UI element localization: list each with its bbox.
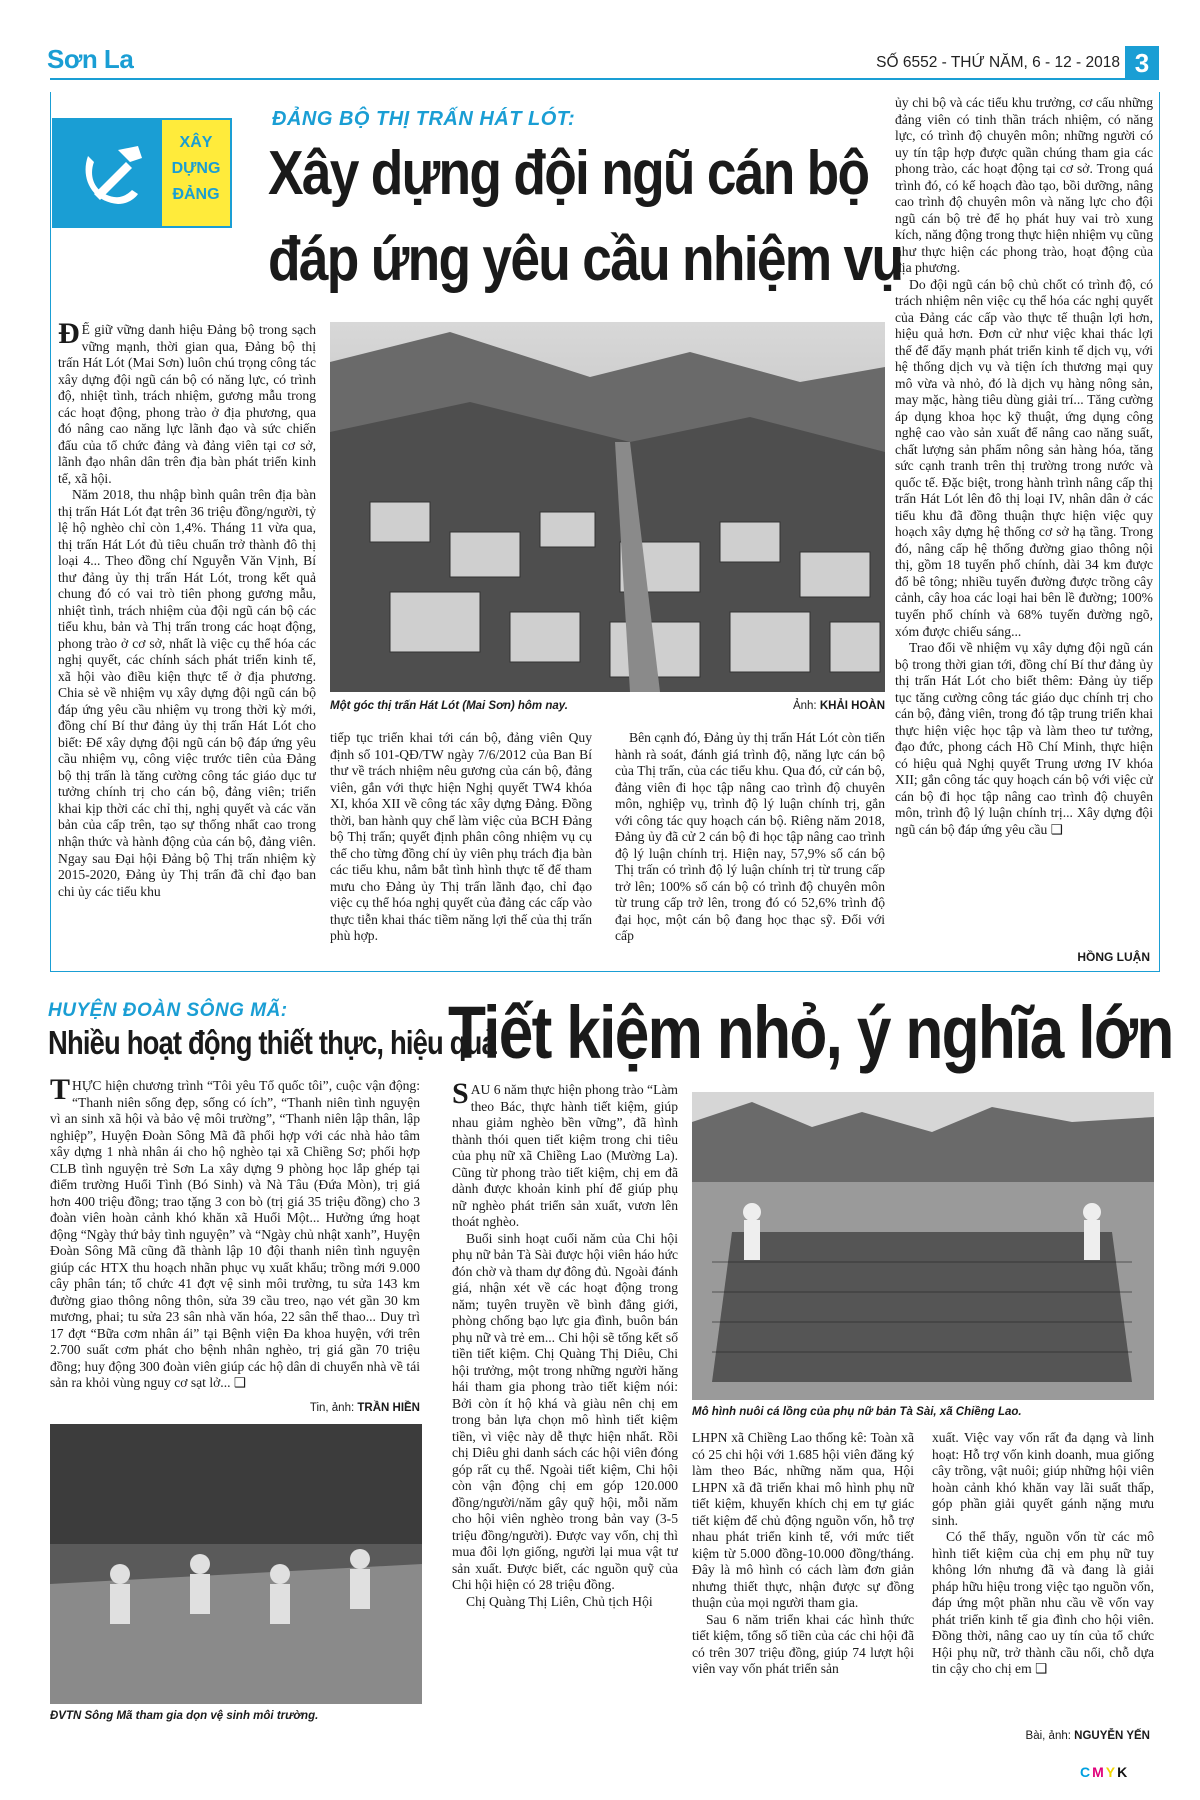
section-name: Sơn La	[47, 44, 134, 74]
badge-line-3: ĐẢNG	[172, 186, 220, 203]
article2-photo-youth	[50, 1424, 422, 1704]
article1-col4-p1: ủy chi bộ và các tiểu khu trưởng, cơ cấu những đảng viên có tinh thần trách nhiệm, có năng lực, có trình độ chuyên môn; những người có uy tín tập hợp được quần chúng tham gia các phong trào, các hoạt động tại cơ sở. Trong quá trình đó, có kế hoạch đào tạo, bồi dưỡng, nâng cao trình độ chuyên môn và năng lực cho đội ngũ cán bộ trẻ để họ phát huy vai trò xung kích, năng động trong thực hiện nhiệm vụ cũng như thực hiện các phong trào, hoạt động của địa phương.	[895, 95, 1153, 276]
article1-photo-credit-label: Ảnh:	[792, 700, 817, 712]
article1-end-mark: ❑	[1050, 821, 1063, 837]
article1-col2-text: tiếp tục triển khai tới cán bộ, đảng viên Quy định số 101-QĐ/TW ngày 7/6/2012 của Ban Bí thư về trách nhiệm nêu gương của cán bộ, đảng viên, gắn với thực hiện Nghị quyết TW4 khóa XI, khóa XII về công tác xây dựng Đảng. Đồng thời, ban hành quy chế làm việc của BCH Đảng bộ Thị trấn; quyết định phân công nhiệm vụ cụ thể cho từng đồng chí ủy viên phụ trách địa bàn các tiểu khu, nắm bắt tình hình thực tế để tham mưu cho Đảng ủy Thị trấn lãnh đạo, chỉ đạo việc cụ thể hóa nghị quyết của đảng các cấp vào thực tiễn khai thác tiềm năng lợi thế của thị trấn phù hợp.	[330, 730, 592, 944]
article3-photo-caption: Mô hình nuôi cá lồng của phụ nữ bản Tà Sài, xã Chiềng Lao.	[692, 1406, 1022, 1418]
header-rule	[50, 78, 1150, 80]
article3-credit-name: NGUYỄN YẾN	[1074, 1730, 1150, 1742]
article1-col4	[895, 95, 1153, 955]
article1-paragraph-1: Ể giữ vững danh hiệu Đảng bộ trong sạch vững mạnh, thời gian qua, Đảng bộ thị trấn Hát Lót (Mai Sơn) luôn chú trọng công tác xây dựng đội ngũ cán bộ có năng lực, có trình độ, nhiệt tình, trách nhiệm, gương mẫu trong các hoạt động, phong trào ở địa phương, qua đó nâng cao năng lực lãnh đạo và sức chiến đấu của tổ chức đảng và đảng viên tại cơ sở, lãnh đạo nhân dân trên địa bàn phát triển kinh tế, xã hội.	[58, 322, 316, 486]
article1-dropcap: Đ	[58, 322, 80, 350]
article2-body-text: HỰC hiện chương trình “Tôi yêu Tổ quốc tôi”, cuộc vận động: “Thanh niên sống đẹp, sống có ích”, “Thanh niên tình nguyện vì an sinh xã hội và bảo vệ môi trường”, “Thanh niên lập thân, lập nghiệp”, Huyện Đoàn Sông Mã đã phối hợp với các nhà hảo tâm xây dựng 1 nhà nhân ái cho hộ nghèo tại xã Chiềng Sơ; phối hợp CLB tình nguyện trẻ Sơn La xây dựng 9 phòng học lắp ghép tại điểm trường Huổi Tình (Bó Sinh) và Nà Tâu (Đứa Mòn), trị giá hơn 400 triệu đồng; trao tặng 3 con bò (trị giá 35 triệu đồng) cho 3 đoàn viên hoàn cảnh khó khăn xã Huổi Một... Hưởng ứng hoạt động “Ngày thứ bảy tình nguyện” và “Ngày chủ nhật xanh”, Huyện Đoàn Sông Mã cũng đã thành lập 10 đội thanh niên tình nguyện giúp các HTX thu hoạch nhãn phục vụ xuất khẩu; trồng mới 9.000 cây phân tán; tổ chức 41 đợt vệ sinh môi trường, tu sửa 143 km đường giao thông nông thôn, sửa 39 cầu treo, nạo vét gần 30 km mương, phai; tu sửa 23 sân nhà văn hóa, 22 sân thể thao... Duy trì 17 đợt “Bữa cơm nhân ái” tại Bệnh viện Đa khoa huyện, với trên 2.700 suất cơm phát cho bệnh nhân nghèo, trị giá gần 70 triệu đồng; huy động 300 đoàn viên giúp các hộ dân di chuyển nhà về tái sản ra khỏi vùng nguy cơ sạt lở...	[50, 1078, 420, 1391]
article3-end-mark: ❑	[1035, 1661, 1048, 1677]
article2-body	[50, 1078, 420, 1398]
article3-credit	[980, 1730, 1150, 1742]
page-number-badge: 3	[1125, 46, 1159, 80]
article3-col3-p2	[932, 1529, 1154, 1678]
cmyk-marks	[1080, 1764, 1129, 1780]
badge-line-2: DỰNG	[171, 160, 221, 177]
article1-col4-p3-text: Trao đổi về nhiệm vụ xây dựng đội ngũ cán bộ trong thời gian tới, đồng chí Bí thư đảng ủy thị trấn Hát Lót cho biết thêm: Đảng ủy tiếp tục tăng cường công tác giáo dục chính trị cho cán bộ, đảng viên, trong đó tập trung triển khai thực hiện việc học tập và làm theo tư tưởng, đạo đức, phong cách Hồ Chí Minh, thực hiện có hiệu quả Nghị quyết Trung ương IV khóa XII; gắn công tác quy hoạch cán bộ với việc cử cán bộ đi học tập nâng cao trình độ chuyên môn, trình độ lý luận chính trị... Xây dựng đội ngũ cán bộ đáp ứng yêu cầu	[895, 640, 1153, 837]
article2-title: Nhiều hoạt động thiết thực, hiệu quả	[48, 1024, 496, 1061]
article1-col4-p2: Do đội ngũ cán bộ chủ chốt có trình độ, có trách nhiệm nên việc cụ thể hóa các nghị quyết của Đảng các cấp vào thực tế thuận lợi hơn, hiệu quả hơn. Đơn cử như việc khai thác lợi thế để đẩy mạnh phát triển kinh tế dịch vụ, với hệ thống dịch vụ và tiện ích thương mại quy mô vừa và nhỏ, đó là dịch vụ hàng nông sản, may mặc, hàng tiêu dùng giải trí... Tăng cường áp dụng khoa học kỹ thuật, ứng dụng công nghệ cao vào sản xuất để nâng cao năng suất, chất lượng sản phẩm nông sản hàng hóa, tăng sức cạnh tranh trên thị trường trong nước và quốc tế. Đặc biệt, trong hành trình nâng cấp thị trấn Hát Lót lên đô thị loại IV, nhân dân ở các tiểu khu đã đồng thuận thực hiện việc quy hoạch xây dựng hệ thống cơ sở hạ tầng. Trong đó, nâng cấp hệ thống đường giao thông nội thị, gồm 18 tuyến phố chính, dài 34 km được đổ bê tông; nhiều tuyến đường được trồng cây cảnh, cây hoa các loại hai bên lề đường; 100% tuyến phố chính và 68% tuyến đường ngõ, xóm được chiếu sáng...	[895, 276, 1153, 639]
article1-col1	[58, 322, 316, 962]
cmyk-c: C	[1080, 1764, 1093, 1780]
article3-col2-p1: LHPN xã Chiềng Lao thống kê: Toàn xã có 25 chi hội với 1.685 hội viên đăng ký làm theo Bác, những năm qua, Hội LHPN xã đã triển khai mô hình phụ nữ tiết kiệm, khuyến khích chị em tự giác tiết kiệm để chủ động nguồn vốn, hỗ trợ nhau phát triển kinh tế, với mức tiết kiệm từ 5.000 đồng-10.000 đồng/tháng. Đây là mô hình có cách làm đơn giản nhưng thiết thực, nhận được sự đồng thuận của mọi người tham gia.	[692, 1430, 914, 1611]
article2-dropcap: T	[50, 1078, 71, 1106]
article3-col3-p2-text: Có thể thấy, nguồn vốn từ các mô hình tiết kiệm của chị em phụ nữ tuy không lớn nhưng đã và đang là giải pháp hữu hiệu trong việc tạo nguồn vốn, đáp ứng một phần nhu cầu về vốn vay phát triển kinh tế gia đình cho hội viên. Đồng thời, nâng cao uy tín của tổ chức Hội phụ nữ, trở thành cầu nối, chỗ dựa tin cậy cho chị em	[932, 1529, 1154, 1677]
article2-credit	[230, 1402, 420, 1414]
article1-author: HỒNG LUẬN	[1077, 950, 1150, 964]
article2-photo-caption: ĐVTN Sông Mã tham gia dọn vệ sinh môi trường.	[50, 1710, 319, 1722]
article1-col3-text: Bên cạnh đó, Đảng ủy thị trấn Hát Lót còn tiến hành rà soát, đánh giá trình độ, năng lực cán bộ của Thị trấn, của các tiểu khu. Qua đó, cử cán bộ, đảng viên đi học tập nâng cao trình độ chuyên môn, nghiệp vụ, trình độ lý luận chính trị, gắn với công tác quy hoạch cán bộ. Riêng năm 2018, Đảng ủy đã cử 2 cán bộ đi học tập nâng cao trình độ lý luận chính trị. Hiện nay, 57,9% số cán bộ Thị trấn có trình độ lý luận chính trị từ trung cấp trở lên; 100% số cán bộ có trình độ chuyên môn từ trung cấp trở lên, trong đó có 52,6% trình độ đại học, một cán bộ đang học thạc sỹ. Đối với cấp	[615, 730, 885, 944]
badge-label-box	[162, 120, 230, 226]
cmyk-y: Y	[1105, 1764, 1118, 1780]
article3-col1	[452, 1082, 678, 1742]
article3-col1-p3: Chị Quàng Thị Liên, Chủ tịch Hội	[466, 1593, 653, 1609]
article1-col4-p3	[895, 640, 1153, 838]
article3-col3-p1: xuất. Việc vay vốn rất đa dạng và linh hoạt: Hỗ trợ vốn kinh doanh, mua giống cây trồng, vật nuôi; giúp những hội viên hoàn cảnh khó khăn vay lãi suất thấp, góp phần giải quyết gánh nặng mưu sinh.	[932, 1430, 1154, 1528]
article1-title-line2: đáp ứng yêu cầu nhiệm vụ	[268, 225, 903, 294]
article2-credit-label: Tin, ảnh:	[309, 1402, 355, 1414]
article1-photo-town	[330, 322, 885, 692]
article2-kicker: HUYỆN ĐOÀN SÔNG MÃ:	[48, 1000, 288, 1021]
article1-photo-credit	[760, 700, 885, 712]
article3-col3	[932, 1430, 1154, 1730]
article2-end-mark: ❑	[233, 1375, 247, 1391]
issue-info: SỐ 6552 - THỨ NĂM, 6 - 12 - 2018	[876, 54, 1120, 71]
article3-photo-fish-cage	[692, 1092, 1154, 1400]
article1-col3	[615, 730, 885, 966]
article1-title-line1: Xây dựng đội ngũ cán bộ	[268, 139, 869, 208]
article3-col2-p2: Sau 6 năm triển khai các hình thức tiết kiệm, tổng số tiền của các chi hội đã có trên 307 triệu đồng, giúp 74 lượt hội viên vay vốn phát triển sản	[692, 1611, 914, 1677]
hammer-sickle-icon	[68, 128, 156, 216]
article1-paragraph-2: Năm 2018, thu nhập bình quân trên địa bàn thị trấn Hát Lót đạt trên 36 triệu đồng/người, tỷ lệ hộ nghèo chỉ còn 1,4%. Tháng 11 vừa qua, thị trấn Hát Lót đủ tiêu chuẩn trở thành đô thị loại 4... Theo đồng chí Nguyễn Văn Vịnh, Bí thư đảng ủy thị trấn Hát Lót, trong kết quả chung đó có vai trò tiên phong gương mẫu, nhiệt tình, trách nhiệm của đội ngũ cán bộ các tiểu khu, bản và Thị trấn trong các hoạt động, phong trào ở cơ sở, nhất là việc cụ thể hóa các nghị quyết, các chính sách phát triển kinh tế, xã hội vào điều kiện thực tế ở địa phương. Chia sẻ về nhiệm vụ xây dựng đội ngũ cán bộ đáp ứng yêu cầu nhiệm vụ trong thời kỳ mới, đồng chí Bí thư đảng ủy thị trấn Hát Lót cho biết: Để xây dựng đội ngũ cán bộ đáp ứng yêu cầu nhiệm vụ, công việc trước tiên của Đảng bộ thị trấn là tăng cường công tác giáo dục tư tưởng chính trị cho cán bộ, đảng viên; triển khai kịp thời các chỉ thị, nghị quyết và các văn bản của cấp trên, tạo sự thống nhất cao trong nhận thức và hành động của cán bộ, đảng viên. Ngay sau Đại hội Đảng bộ Thị trấn nhiệm kỳ 2015-2020, Đảng ủy Thị trấn đã chỉ đạo ban chi ủy các tiểu khu	[58, 487, 316, 899]
article3-title: Tiết kiệm nhỏ, ý nghĩa lớn	[448, 991, 1173, 1074]
badge-line-1: XÂY	[179, 134, 213, 151]
article3-col1-p1: AU 6 năm thực hiện phong trào “Làm theo Bác, thực hành tiết kiệm, giúp nhau giảm nghèo bền vững”, đã hình thành thói quen tiết kiệm trong chi tiêu của phụ nữ xã Chiềng Lao (Mường La). Cũng từ phong trào tiết kiệm, chị em đã dành được khoản kinh phí để giúp phụ nữ nghèo phát triển sản xuất, vươn lên thoát nghèo.	[452, 1082, 678, 1230]
article1-photo-caption: Một góc thị trấn Hát Lót (Mai Sơn) hôm nay.	[330, 700, 568, 712]
article1-photo-credit-name: KHẢI HOÀN	[819, 700, 885, 712]
article3-col2	[692, 1430, 914, 1742]
article2-credit-name: TRẦN HIỀN	[357, 1402, 420, 1414]
article3-dropcap: S	[452, 1082, 469, 1110]
article1-kicker: ĐẢNG BỘ THỊ TRẤN HÁT LÓT:	[272, 108, 576, 130]
article3-col1-p2: Buổi sinh hoạt cuối năm của Chi hội phụ nữ bản Tà Sài được hội viên háo hức đón chờ và tham dự đông đủ. Ngoài đánh giá, nhận xét về các hoạt động trong năm; tuyên truyền về bình đẳng giới, phòng chống bạo lực gia đình, buôn bán phụ nữ và trẻ em... Chi hội sẽ tổng kết số tiền tiết kiệm. Chị Quàng Thị Diêu, Chi hội trưởng, một trong những người hăng hái tham gia phong trào tiết kiệm nói: Bởi còn ít hộ khá và giàu nên chị em trong bản lựa chọn mô hình tiết kiệm tiền, vì việc này dễ thực hiện nhất. Rồi chị Diêu ghi danh sách các hội viên đóng góp rất cụ thể. Ngoài tiết kiệm, Chi hội còn vận động chị em góp 120.000 đồng/người/năm gây quỹ hội, mỗi năm cho hội viên nghèo trong bản vay (3-5 triệu đồng/người). Được vay vốn, chị thì mua đôi lợn giống, người lại mua vật tư sản xuất. Được biết, các nguồn quỹ của Chi hội hiện có 28 triệu đồng.	[452, 1230, 678, 1593]
cmyk-m: M	[1092, 1764, 1106, 1780]
cmyk-k: K	[1117, 1764, 1130, 1780]
article1-col2	[330, 730, 592, 966]
article3-credit-label: Bài, ảnh:	[1025, 1730, 1071, 1742]
